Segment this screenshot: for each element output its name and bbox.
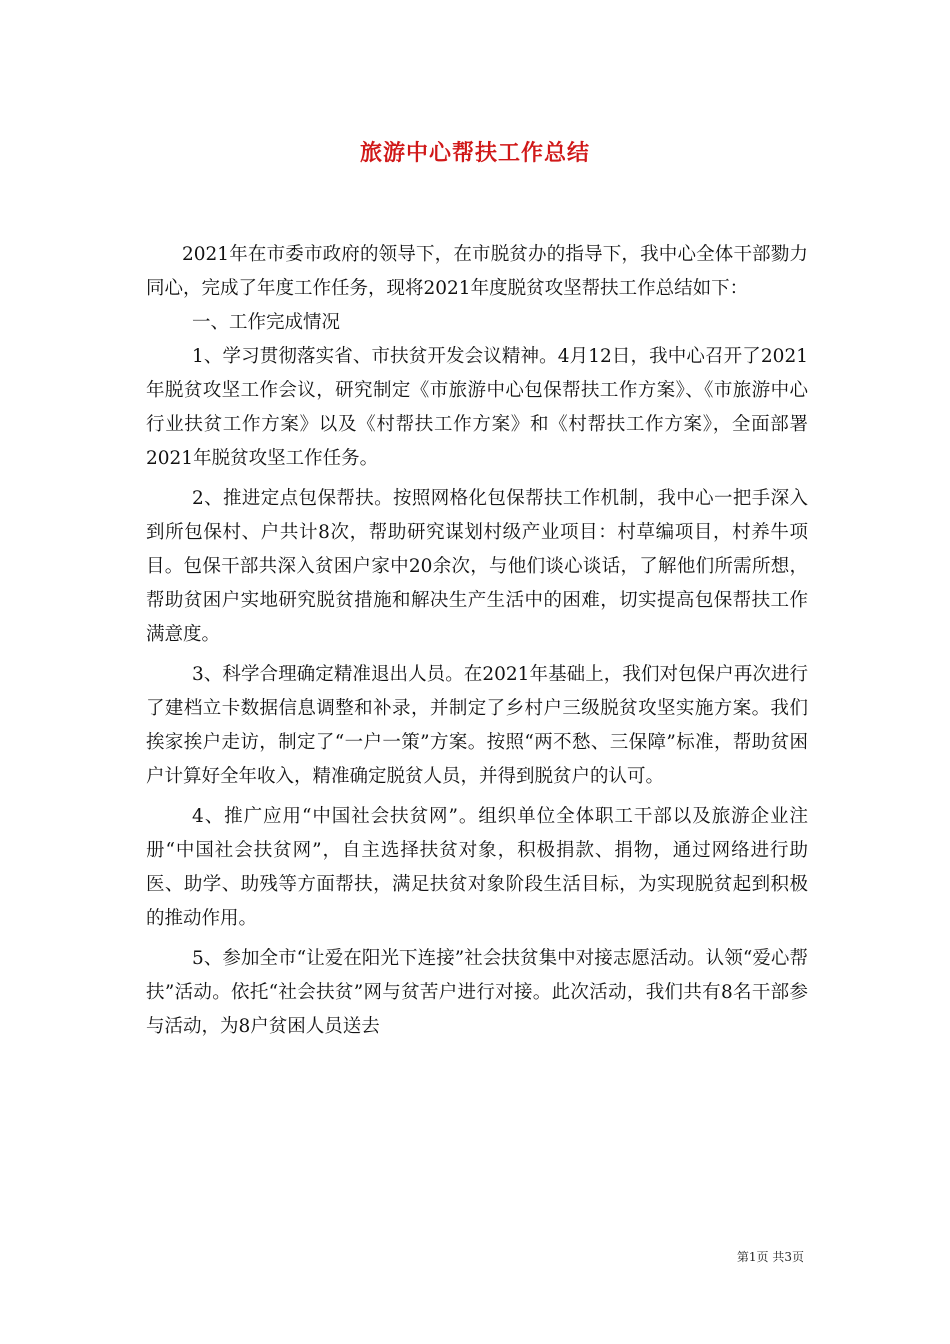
paragraph-item-1: 1、学习贯彻落实省、市扶贫开发会议精神。4月12日，我中心召开了2021年脱贫攻坚工作会议，研究制定《市旅游中心包保帮扶工作方案》、《市旅游中心行业扶贫工作方案》以及《村帮扶工作方案》和《村帮扶工作方案》，全面部署2021年脱贫攻坚工作任务。 [146,346,808,469]
document-body [146,238,808,1044]
paragraph-item-5: 5、参加全市“让爱在阳光下连接”社会扶贫集中对接志愿活动。认领“爱心帮扶”活动。依托“社会扶贫”网与贫苦户进行对接。此次活动，我们共有8名干部参与活动，为8户贫困人员送去 [146,948,808,1037]
document-title: 旅游中心帮扶工作总结 [359,140,590,166]
paragraph-item-2: 2、推进定点包保帮扶。按照网格化包保帮扶工作机制，我中心一把手深入到所包保村、户共计8次，帮助研究谋划村级产业项目：村草编项目，村养牛项目。包保干部共深入贫困户家中20余次，与他们谈心谈话，了解他们所需所想，帮助贫困户实地研究脱贫措施和解决生产生活中的困难，切实提高包保帮扶工作满意度。 [146,488,808,645]
paragraph-item-4: 4、推广应用“中国社会扶贫网”。组织单位全体职工干部以及旅游企业注册“中国社会扶贫网”，自主选择扶贫对象，积极捐款、捐物，通过网络进行助医、助学、助残等方面帮扶，满足扶贫对象阶段生活目标，为实现脱贫起到积极的推动作用。 [146,806,808,929]
intro-paragraph: 2021年在市委市政府的领导下，在市脱贫办的指导下，我中心全体干部勠力同心，完成了年度工作任务，现将2021年度脱贫攻坚帮扶工作总结如下： [146,244,808,299]
section-heading: 一、工作完成情况 [192,312,341,333]
page-number: 第1页 共3页 [736,1250,804,1264]
paragraph-item-3: 3、科学合理确定精准退出人员。在2021年基础上，我们对包保户再次进行了建档立卡数据信息调整和补录，并制定了乡村户三级脱贫攻坚实施方案。我们挨家挨户走访，制定了“一户一策”方案。按照“两不愁、三保障”标准，帮助贫困户计算好全年收入，精准确定脱贫人员，并得到脱贫户的认可。 [146,664,808,787]
